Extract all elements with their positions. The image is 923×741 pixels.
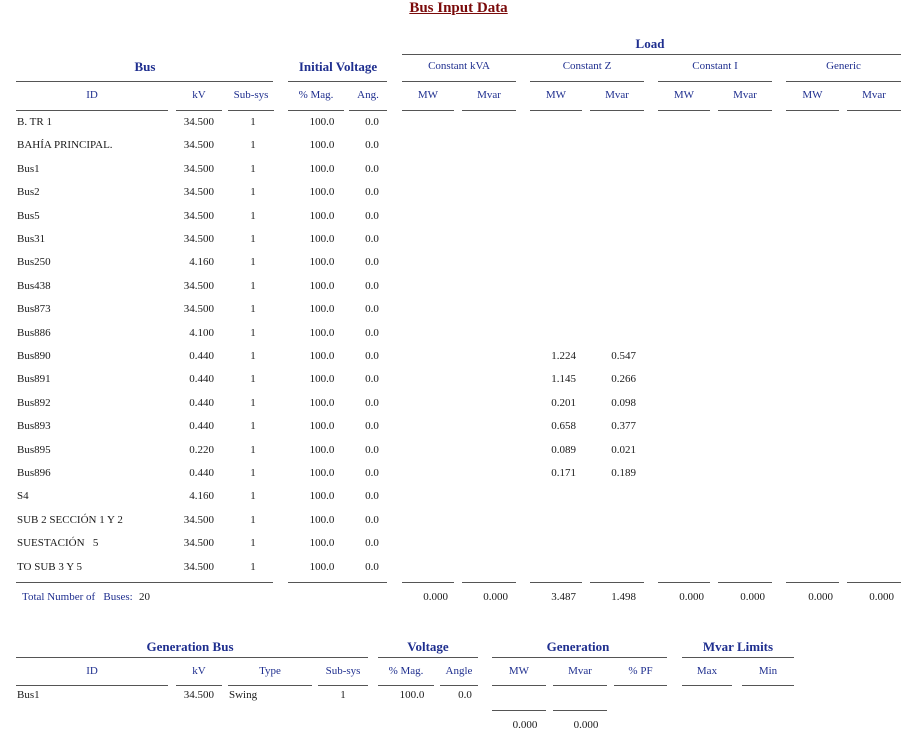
col-header-i-mvar: Mvar: [733, 89, 757, 101]
cell-subsys: 1: [250, 373, 256, 385]
cell-kv: 34.500: [183, 537, 214, 549]
cell-subsys: 1: [250, 280, 256, 292]
cell-subsys: 1: [250, 163, 256, 175]
voltage-group-rule: [288, 81, 387, 82]
gen-col-header-mw: MW: [508, 665, 530, 677]
cell-id: SUESTACIÓN 5: [17, 537, 99, 549]
gen-rule-pf: [614, 685, 667, 686]
group-header-generation-bus: Generation Bus: [146, 639, 234, 654]
rule-z-mw: [530, 110, 582, 111]
gen-col-header-kv: kV: [192, 665, 206, 677]
cell-z-mvar: 0.189: [611, 467, 636, 479]
cell-mag: 100.0: [309, 537, 335, 549]
cell-mag: 100.0: [309, 116, 335, 128]
col-header-kva-mw: MW: [417, 89, 439, 101]
total-i-mvar: 0.000: [740, 591, 765, 603]
cell-subsys: 1: [250, 514, 256, 526]
cell-id: S4: [17, 490, 29, 502]
cell-kv: 0.440: [189, 420, 214, 432]
total-z-mw: 3.487: [551, 591, 576, 603]
group-header-generation: Generation: [546, 639, 610, 654]
cell-subsys: 1: [250, 467, 256, 479]
cell-ang: 0.0: [365, 327, 379, 339]
cell-kv: 0.440: [189, 467, 214, 479]
gen-col-header-max: Max: [696, 665, 718, 677]
cell-subsys: 1: [250, 420, 256, 432]
rule-id: [16, 110, 168, 111]
cell-ang: 0.0: [365, 303, 379, 315]
cell-ang: 0.0: [365, 561, 379, 573]
cell-mag: 100.0: [309, 561, 335, 573]
cell-z-mw: 1.224: [551, 350, 576, 362]
cell-kv: 34.500: [183, 139, 214, 151]
gen-col-header-subsys: Sub-sys: [325, 665, 361, 677]
gen-rule-mvar: [553, 685, 607, 686]
gen-rule-type: [228, 685, 312, 686]
group-header-gen-voltage: Voltage: [407, 639, 449, 654]
voltage-bottom-rule: [288, 582, 387, 583]
cell-id: B. TR 1: [17, 116, 52, 128]
gen-cell-angle: 0.0: [458, 689, 472, 701]
gen-total-mvar: 0.000: [573, 719, 599, 731]
rule-generic-mvar: [847, 110, 901, 111]
cell-mag: 100.0: [309, 327, 335, 339]
gen-col-header-id: ID: [86, 665, 98, 677]
col-header-id: ID: [86, 89, 98, 101]
gen-rule-angle: [440, 685, 478, 686]
total-rule-kva-mw: [402, 582, 454, 583]
cell-kv: 0.440: [189, 350, 214, 362]
rule-kv: [176, 110, 222, 111]
cell-ang: 0.0: [365, 233, 379, 245]
cell-z-mvar: 0.377: [611, 420, 636, 432]
col-header-subsys: Sub-sys: [233, 89, 269, 101]
col-header-kv: kV: [192, 89, 206, 101]
cell-mag: 100.0: [309, 350, 335, 362]
cell-id: Bus31: [17, 233, 46, 245]
load-group-rule: [402, 54, 901, 55]
cell-z-mvar: 0.266: [611, 373, 636, 385]
rule-i-mw: [658, 110, 710, 111]
group-header-initial-voltage: Initial Voltage: [298, 59, 378, 74]
bus-group-rule: [16, 81, 273, 82]
cell-mag: 100.0: [309, 397, 335, 409]
cell-subsys: 1: [250, 256, 256, 268]
gen-cell-type: Swing: [229, 689, 258, 701]
total-rule-generic-mw: [786, 582, 839, 583]
cell-subsys: 1: [250, 397, 256, 409]
cell-kv: 34.500: [183, 303, 214, 315]
gen-bus-group-rule: [16, 657, 368, 658]
cell-ang: 0.0: [365, 139, 379, 151]
rule-kva-mw: [402, 110, 454, 111]
cell-subsys: 1: [250, 327, 256, 339]
subgroup-generic: Generic: [826, 60, 861, 72]
gen-total-mw: 0.000: [512, 719, 538, 731]
cell-id: SUB 2 SECCIÓN 1 Y 2: [17, 514, 123, 526]
cell-id: Bus896: [17, 467, 51, 479]
group-header-mvar-limits: Mvar Limits: [702, 639, 774, 654]
cell-id: Bus891: [17, 373, 51, 385]
kva-rule: [402, 81, 516, 82]
cell-ang: 0.0: [365, 256, 379, 268]
cell-kv: 4.160: [189, 490, 214, 502]
i-rule: [658, 81, 772, 82]
cell-id: BAHÍA PRINCIPAL.: [17, 139, 113, 151]
subgroup-constant-z: Constant Z: [562, 60, 612, 72]
cell-kv: 34.500: [183, 233, 214, 245]
cell-z-mvar: 0.547: [611, 350, 636, 362]
rule-kva-mvar: [462, 110, 516, 111]
total-rule-i-mvar: [718, 582, 772, 583]
total-rule-i-mw: [658, 582, 710, 583]
cell-ang: 0.0: [365, 163, 379, 175]
cell-kv: 4.100: [189, 327, 214, 339]
cell-ang: 0.0: [365, 350, 379, 362]
subgroup-constant-kva: Constant kVA: [428, 60, 490, 72]
cell-kv: 0.440: [189, 373, 214, 385]
rule-subsys: [228, 110, 274, 111]
cell-subsys: 1: [250, 561, 256, 573]
cell-mag: 100.0: [309, 420, 335, 432]
cell-subsys: 1: [250, 490, 256, 502]
cell-ang: 0.0: [365, 444, 379, 456]
cell-kv: 34.500: [183, 186, 214, 198]
total-generic-mw: 0.000: [808, 591, 833, 603]
cell-ang: 0.0: [365, 397, 379, 409]
rule-ang: [349, 110, 387, 111]
mvar-limits-group-rule: [682, 657, 794, 658]
col-header-z-mvar: Mvar: [605, 89, 629, 101]
cell-kv: 34.500: [183, 561, 214, 573]
gen-cell-kv: 34.500: [183, 689, 214, 701]
cell-kv: 4.160: [189, 256, 214, 268]
gen-col-header-mvar: Mvar: [568, 665, 592, 677]
gen-rule-kv: [176, 685, 222, 686]
cell-subsys: 1: [250, 537, 256, 549]
gen-voltage-group-rule: [378, 657, 478, 658]
gen-col-header-angle: Angle: [445, 665, 473, 677]
cell-id: Bus1: [17, 163, 40, 175]
cell-subsys: 1: [250, 210, 256, 222]
total-rule-z-mw: [530, 582, 582, 583]
cell-kv: 34.500: [183, 280, 214, 292]
bus-bottom-rule: [16, 582, 273, 583]
cell-kv: 34.500: [183, 514, 214, 526]
cell-subsys: 1: [250, 350, 256, 362]
rule-i-mvar: [718, 110, 772, 111]
cell-kv: 0.440: [189, 397, 214, 409]
cell-mag: 100.0: [309, 280, 335, 292]
total-i-mw: 0.000: [679, 591, 704, 603]
cell-ang: 0.0: [365, 467, 379, 479]
cell-mag: 100.0: [309, 233, 335, 245]
gen-rule-subsys: [318, 685, 368, 686]
cell-mag: 100.0: [309, 210, 335, 222]
cell-mag: 100.0: [309, 163, 335, 175]
col-header-kva-mvar: Mvar: [477, 89, 501, 101]
cell-ang: 0.0: [365, 210, 379, 222]
cell-z-mvar: 0.098: [611, 397, 636, 409]
cell-ang: 0.0: [365, 373, 379, 385]
cell-mag: 100.0: [309, 256, 335, 268]
cell-ang: 0.0: [365, 420, 379, 432]
rule-generic-mw: [786, 110, 839, 111]
cell-z-mw: 0.089: [551, 444, 576, 456]
total-kva-mvar: 0.000: [483, 591, 508, 603]
group-header-load: Load: [635, 36, 665, 51]
gen-rule-min: [742, 685, 794, 686]
gen-cell-id: Bus1: [17, 689, 40, 701]
total-kva-mw: 0.000: [423, 591, 448, 603]
gen-col-header-min: Min: [758, 665, 778, 677]
total-rule-z-mvar: [590, 582, 644, 583]
cell-id: Bus2: [17, 186, 40, 198]
generation-group-rule: [492, 657, 667, 658]
cell-ang: 0.0: [365, 280, 379, 292]
gen-rule-mw: [492, 685, 546, 686]
total-z-mvar: 1.498: [611, 591, 636, 603]
subgroup-constant-i: Constant I: [692, 60, 738, 72]
cell-mag: 100.0: [309, 467, 335, 479]
cell-subsys: 1: [250, 139, 256, 151]
cell-id: Bus250: [17, 256, 51, 268]
total-buses-label: Total Number of Buses:: [22, 591, 133, 603]
cell-kv: 0.220: [189, 444, 214, 456]
cell-id: Bus886: [17, 327, 51, 339]
cell-mag: 100.0: [309, 490, 335, 502]
gen-rule-max: [682, 685, 732, 686]
cell-subsys: 1: [250, 186, 256, 198]
gen-rule-mag: [378, 685, 434, 686]
col-header-ang: Ang.: [357, 89, 379, 101]
cell-z-mw: 0.171: [551, 467, 576, 479]
cell-ang: 0.0: [365, 186, 379, 198]
cell-z-mw: 0.201: [551, 397, 576, 409]
cell-ang: 0.0: [365, 537, 379, 549]
z-rule: [530, 81, 644, 82]
cell-id: Bus893: [17, 420, 51, 432]
cell-subsys: 1: [250, 233, 256, 245]
col-header-i-mw: MW: [673, 89, 695, 101]
cell-z-mvar: 0.021: [611, 444, 636, 456]
cell-id: Bus438: [17, 280, 51, 292]
cell-id: Bus873: [17, 303, 51, 315]
cell-id: Bus895: [17, 444, 51, 456]
total-buses-count: 20: [139, 591, 150, 603]
gen-total-rule-mw: [492, 710, 546, 711]
cell-ang: 0.0: [365, 116, 379, 128]
cell-mag: 100.0: [309, 139, 335, 151]
cell-z-mw: 0.658: [551, 420, 576, 432]
cell-mag: 100.0: [309, 186, 335, 198]
cell-id: Bus5: [17, 210, 40, 222]
rule-mag: [288, 110, 344, 111]
cell-subsys: 1: [250, 116, 256, 128]
cell-mag: 100.0: [309, 444, 335, 456]
page-title: Bus Input Data: [409, 0, 508, 16]
rule-z-mvar: [590, 110, 644, 111]
gen-col-header-pf: % PF: [628, 665, 653, 677]
cell-id: Bus892: [17, 397, 51, 409]
total-rule-generic-mvar: [847, 582, 901, 583]
cell-id: TO SUB 3 Y 5: [17, 561, 82, 573]
cell-kv: 34.500: [183, 210, 214, 222]
cell-mag: 100.0: [309, 373, 335, 385]
generic-rule: [786, 81, 901, 82]
gen-rule-id: [16, 685, 168, 686]
cell-kv: 34.500: [183, 163, 214, 175]
cell-mag: 100.0: [309, 303, 335, 315]
cell-subsys: 1: [250, 444, 256, 456]
gen-total-rule-mvar: [553, 710, 607, 711]
cell-ang: 0.0: [365, 514, 379, 526]
gen-col-header-type: Type: [259, 665, 281, 677]
col-header-generic-mw: MW: [802, 89, 823, 101]
cell-kv: 34.500: [183, 116, 214, 128]
gen-cell-subsys: 1: [340, 689, 346, 701]
total-rule-kva-mvar: [462, 582, 516, 583]
col-header-generic-mvar: Mvar: [862, 89, 886, 101]
cell-ang: 0.0: [365, 490, 379, 502]
cell-z-mw: 1.145: [551, 373, 576, 385]
gen-col-header-mag: % Mag.: [388, 665, 424, 677]
cell-mag: 100.0: [309, 514, 335, 526]
col-header-z-mw: MW: [545, 89, 567, 101]
group-header-bus: Bus: [134, 59, 156, 74]
col-header-mag: % Mag.: [298, 89, 334, 101]
gen-cell-mag: 100.0: [399, 689, 425, 701]
cell-subsys: 1: [250, 303, 256, 315]
total-generic-mvar: 0.000: [869, 591, 894, 603]
cell-id: Bus890: [17, 350, 51, 362]
